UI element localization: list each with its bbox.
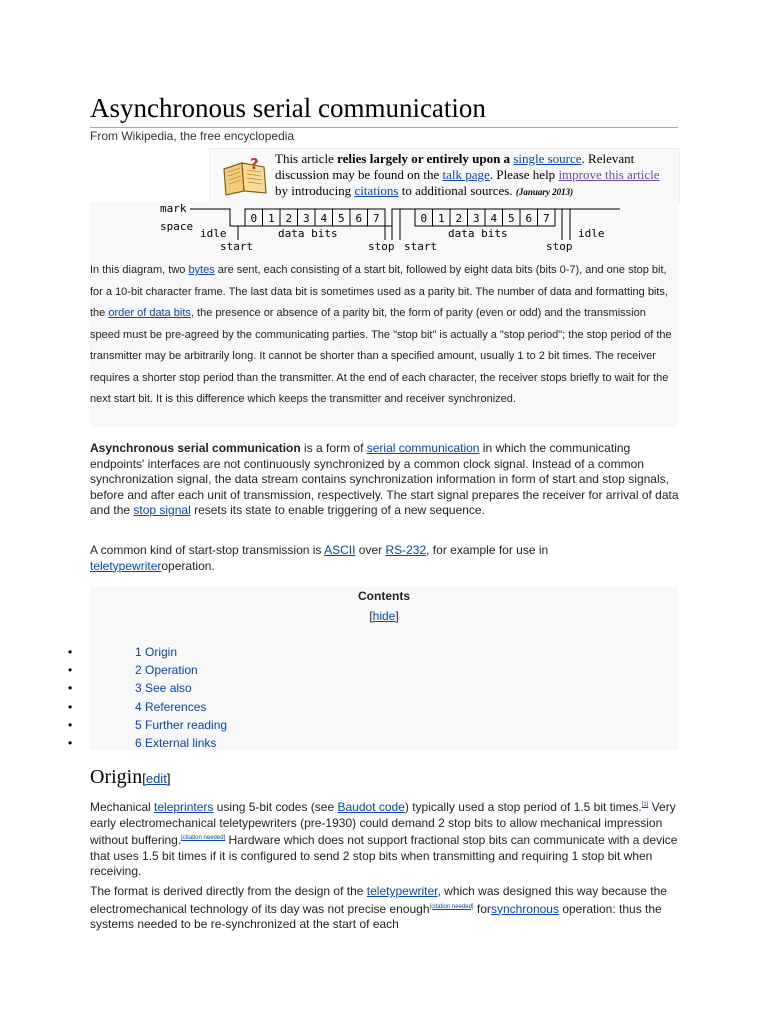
intro-text: A common kind of start-stop transmission is xyxy=(90,543,325,557)
synchronous-link[interactable]: synchronous xyxy=(490,901,559,916)
diagram-figure xyxy=(90,202,678,427)
notice-text-2: . Relevant discussion may be found on the xyxy=(275,151,635,182)
ascii-link[interactable]: ASCII xyxy=(324,543,356,557)
talk-page-link[interactable]: talk page xyxy=(442,167,490,182)
intro-bold-term: Asynchronous serial communication xyxy=(90,441,301,455)
toc-link[interactable]: 4 References xyxy=(135,699,207,714)
bit-number-1-6: 6 xyxy=(355,212,363,225)
toc-link[interactable]: 5 Further reading xyxy=(135,717,228,732)
toc-link[interactable]: 6 External links xyxy=(135,736,217,750)
citations-link[interactable]: citations xyxy=(354,183,399,198)
origin-text: ) typically used a stop period of 1.5 bit times. xyxy=(404,800,642,814)
section-heading-origin xyxy=(90,764,678,792)
bit-number-2-4: 4 xyxy=(490,212,498,225)
edit-section xyxy=(142,771,170,786)
teleprinters-link[interactable]: teleprinters xyxy=(154,800,214,814)
intro-text: , for example for use in xyxy=(426,543,549,557)
page-title: Asynchronous serial communication xyxy=(90,90,678,128)
label-mark: mark xyxy=(160,202,187,215)
notice-text-4: by introducing xyxy=(275,183,355,198)
bullet-icon: • xyxy=(68,699,73,714)
bit-number-1-5: 5 xyxy=(338,212,345,225)
teletypewriter-link-2[interactable]: teletypewriter xyxy=(366,884,438,898)
caption-text-2: are sent, each consisting of a start bit, followed by eight data bits (bits 0-7), and one stop bit, for a 10-bit character frame. The last data bit is sometimes used as a parity bit. The number of data and formatting bits, the xyxy=(90,264,668,319)
rs232-link[interactable]: RS-232 xyxy=(385,543,427,557)
notice-text-3: . Please help xyxy=(489,167,559,182)
origin-paragraph-1 xyxy=(90,798,680,880)
citation-needed-link-2[interactable]: [citation needed] xyxy=(429,903,474,910)
bullet-icon: • xyxy=(68,663,73,678)
bit-number-1-7: 7 xyxy=(373,212,380,225)
intro-paragraph-1 xyxy=(90,441,680,519)
intro-text: resets its state to enable triggering of a new sequence. xyxy=(190,503,485,517)
label-stop-1: stop xyxy=(368,240,395,253)
origin-paragraph-2 xyxy=(90,884,680,933)
origin-text: using 5-bit codes (see xyxy=(213,800,338,814)
start-stop-diagram xyxy=(160,202,620,257)
bracket: ] xyxy=(166,771,171,786)
bytes-link[interactable]: bytes xyxy=(188,264,215,276)
bracket: ] xyxy=(395,609,399,623)
bit-number-2-6: 6 xyxy=(525,212,533,225)
bullet-icon: • xyxy=(68,717,73,732)
intro-paragraph-2 xyxy=(90,543,590,574)
bit-number-2-5: 5 xyxy=(508,212,515,225)
open-book-question-icon xyxy=(220,155,270,197)
label-idle-right: idle xyxy=(578,227,605,240)
baudot-code-link[interactable]: Baudot code xyxy=(337,800,405,814)
order-of-data-bits-link[interactable]: order of data bits xyxy=(108,307,191,319)
bracket: [ xyxy=(142,771,146,786)
origin-text: for xyxy=(473,901,491,916)
notice-text-bold: relies largely or entirely upon a xyxy=(337,151,514,166)
bit-number-1-2: 2 xyxy=(285,212,293,225)
byte2-bits xyxy=(415,209,555,226)
bullet-icon: • xyxy=(68,681,73,696)
improve-article-link[interactable]: improve this article xyxy=(558,167,660,182)
toc-link[interactable]: 3 See also xyxy=(135,681,192,696)
origin-text: The format is derived directly from the design of the xyxy=(90,884,367,898)
notice-text-1: This article xyxy=(275,151,338,166)
origin-text: operation: thus the systems needed to be re-synchronized at the start of each xyxy=(90,901,662,931)
origin-heading-text: Origin xyxy=(90,766,143,788)
bit-number-2-1: 1 xyxy=(438,212,445,225)
teletypewriter-link[interactable]: teletypewriter xyxy=(90,558,162,573)
bullet-icon: • xyxy=(68,645,73,659)
reference-1-link[interactable]: [1] xyxy=(641,802,649,808)
label-stop-2: stop xyxy=(546,240,573,253)
origin-text: Mechanical xyxy=(90,800,155,814)
diagram-caption xyxy=(90,260,678,411)
toc-link[interactable]: 2 Operation xyxy=(135,663,198,678)
bullet-icon: • xyxy=(68,736,73,750)
origin-text: , which was designed this way because the electromechanical technology of its day was not precise enough xyxy=(90,884,667,916)
serial-communication-link[interactable]: serial communication xyxy=(366,441,480,455)
intro-text: operation. xyxy=(161,558,215,573)
label-idle-left: idle xyxy=(200,227,227,240)
byte1-bits xyxy=(245,209,385,226)
origin-text: Hardware which does not support fractional stop bits can communicate with a device that uses 1.5 bit times if it is configured to send 2 stop bits when transmitting and requiring 1 stop bit when receiving. xyxy=(90,833,678,878)
label-start-1: start xyxy=(220,240,254,253)
label-data-bits-2: data bits xyxy=(448,227,508,240)
bit-number-1-1: 1 xyxy=(268,212,275,225)
toc-hide-link[interactable]: hide xyxy=(372,609,396,623)
bit-number-1-4: 4 xyxy=(320,212,328,225)
toc-hide-toggle xyxy=(90,609,678,623)
single-source-link[interactable]: single source xyxy=(513,151,582,166)
notice-date: (January 2013) xyxy=(515,187,574,197)
stop-signal-link[interactable]: stop signal xyxy=(133,503,191,517)
intro-text: over xyxy=(355,543,386,557)
origin-text: Very early electromechanical teletypewriters (pre-1930) could demand 2 stop bits to allow mechanical impression without buffering. xyxy=(90,800,676,847)
page-subtitle: From Wikipedia, the free encyclopedia xyxy=(90,129,295,143)
bit-number-2-3: 3 xyxy=(473,212,480,225)
bit-number-1-0: 0 xyxy=(250,212,258,225)
bracket: [ xyxy=(369,609,373,623)
citation-needed-link[interactable]: [citation needed] xyxy=(181,835,226,841)
notice-text xyxy=(275,151,665,200)
single-source-notice xyxy=(209,148,680,204)
toc-title: Contents xyxy=(358,589,410,603)
bit-number-2-7: 7 xyxy=(543,212,550,225)
intro-text: in which the communicating endpoints' interfaces are not continuously synchronized by a common clock signal. Instead of a common synchronization signal, the data stream contains synchronization information in form of start and stop signals, before and after each unit of transmission, respectively. The start signal prepares the receiver for arrival of data and the xyxy=(90,441,679,517)
caption-text-3: , the presence or absence of a parity bit, the form of parity (even or odd) and the transmission speed must be pre-agreed by the communicating parties. The "stop bit" is actually a "stop period"; the stop period of the transmitter may be arbitrarily long. It cannot be shorter than a specified amount, usually 1 to 2 bit times. The receiver requires a shorter stop period than the transmitter. At the end of each character, the receiver stops briefly to wait for the next start bit. It is this difference which keeps the transmitter and receiver synchronized. xyxy=(90,307,672,405)
svg-text:?: ? xyxy=(250,155,259,173)
caption-text-1: In this diagram, two xyxy=(90,264,189,276)
label-space: space xyxy=(160,220,194,233)
bit-number-2-2: 2 xyxy=(455,212,463,225)
intro-text: is a form of xyxy=(300,441,367,455)
notice-text-5: to additional sources. xyxy=(398,183,516,198)
label-data-bits-1: data bits xyxy=(278,227,338,240)
label-start-2: start xyxy=(404,240,438,253)
toc-link[interactable]: 1 Origin xyxy=(135,645,178,659)
bit-number-2-0: 0 xyxy=(420,212,428,225)
edit-origin-link[interactable]: edit xyxy=(145,771,167,786)
bit-number-1-3: 3 xyxy=(303,212,310,225)
